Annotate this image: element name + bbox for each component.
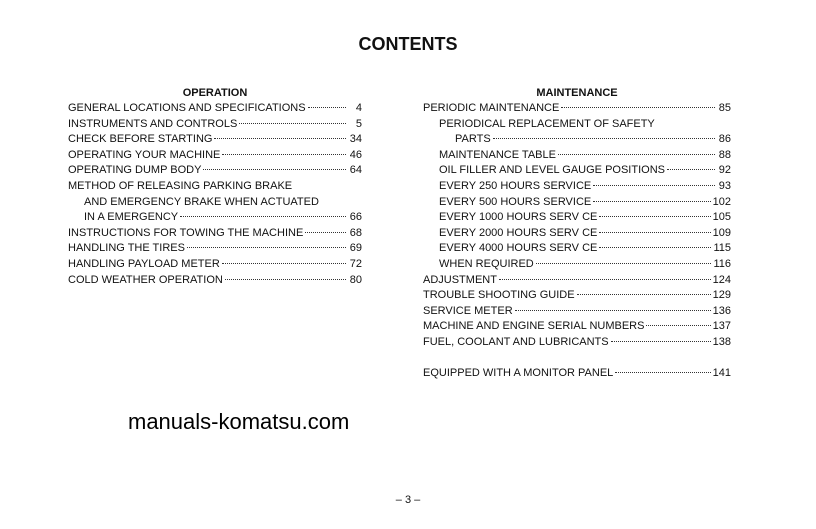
- toc-entry-page: 66: [349, 211, 362, 224]
- operation-section: [68, 86, 362, 288]
- toc-entry[interactable]: [68, 101, 362, 117]
- toc-entry[interactable]: [423, 226, 731, 242]
- dot-leader: [222, 154, 346, 155]
- toc-entry-label: OPERATING DUMP BODY: [68, 164, 202, 177]
- watermark-text: manuals-komatsu.com: [128, 409, 350, 434]
- dot-leader: [203, 169, 346, 170]
- dot-leader: [225, 279, 346, 280]
- toc-entry-page: 109: [712, 226, 731, 239]
- dot-leader: [611, 341, 711, 342]
- toc-entry[interactable]: [423, 273, 731, 289]
- toc-entry[interactable]: [423, 366, 731, 382]
- dot-leader: [561, 107, 715, 108]
- toc-entry[interactable]: [423, 241, 731, 257]
- dot-leader: [615, 372, 710, 373]
- toc-entry[interactable]: [68, 132, 362, 148]
- toc-entry-page: 68: [349, 226, 362, 239]
- toc-entry-label: AND EMERGENCY BRAKE WHEN ACTUATED: [84, 195, 319, 208]
- toc-entry[interactable]: [423, 257, 731, 273]
- toc-entry-page: 64: [349, 164, 362, 177]
- dot-leader: [305, 232, 346, 233]
- maintenance-section: [423, 86, 731, 382]
- toc-entry-label: MAINTENANCE TABLE: [439, 148, 556, 161]
- toc-entry-label: IN A EMERGENCY: [84, 211, 179, 224]
- toc-entry[interactable]: [68, 148, 362, 164]
- toc-entry-page: 34: [349, 133, 362, 146]
- toc-entry-page: 88: [718, 148, 731, 161]
- dot-leader: [493, 138, 715, 139]
- dot-leader: [667, 169, 715, 170]
- dot-leader: [646, 325, 710, 326]
- toc-entry[interactable]: [68, 273, 362, 289]
- toc-entry[interactable]: [423, 148, 731, 164]
- toc-entry-page: 138: [712, 335, 731, 348]
- toc-entry[interactable]: [423, 163, 731, 179]
- toc-entry-label: COLD WEATHER OPERATION: [68, 273, 223, 286]
- dot-leader: [593, 185, 715, 186]
- toc-entry-label: EQUIPPED WITH A MONITOR PANEL: [423, 367, 614, 380]
- toc-entry-label: METHOD OF RELEASING PARKING BRAKE: [68, 179, 293, 192]
- toc-entry-label: FUEL, COOLANT AND LUBRICANTS: [423, 335, 609, 348]
- toc-entry-label: PERIODIC MAINTENANCE: [423, 102, 560, 114]
- toc-entry[interactable]: [423, 304, 731, 320]
- page-number: – 3 –: [395, 494, 421, 506]
- toc-entry-page: 86: [718, 133, 731, 146]
- toc-entry-page: 115: [713, 242, 731, 255]
- toc-entry-label: PERIODICAL REPLACEMENT OF SAFETY: [439, 117, 655, 130]
- toc-entry[interactable]: [68, 257, 362, 273]
- toc-entry-label: INSTRUCTIONS FOR TOWING THE MACHINE: [68, 226, 304, 239]
- toc-entry-label: OIL FILLER AND LEVEL GAUGE POSITIONS: [439, 164, 665, 177]
- toc-entry-page: 93: [718, 179, 731, 192]
- toc-entry-label: WHEN REQUIRED: [439, 257, 534, 270]
- toc-entry-label: OPERATING YOUR MACHINE: [68, 148, 221, 161]
- toc-entry-page: 4: [355, 102, 362, 114]
- toc-entry-label: EVERY 500 HOURS SERVICE: [439, 195, 592, 208]
- toc-entry-page: 92: [718, 164, 731, 177]
- dot-leader: [180, 216, 346, 217]
- toc-entry-label: HANDLING PAYLOAD METER: [68, 257, 220, 270]
- operation-heading: OPERATION: [182, 87, 248, 99]
- toc-entry-label: CHECK BEFORE STARTING: [68, 133, 213, 146]
- toc-entry[interactable]: [423, 288, 731, 304]
- dot-leader: [499, 279, 711, 280]
- toc-entry-label: EVERY 4000 HOURS SERV CE: [439, 242, 598, 255]
- dot-leader: [515, 310, 711, 311]
- dot-leader: [536, 263, 712, 264]
- maintenance-heading: MAINTENANCE: [536, 87, 618, 99]
- toc-entry-page: 46: [349, 148, 362, 161]
- toc-entry-label: INSTRUMENTS AND CONTROLS: [68, 117, 238, 130]
- dot-leader: [214, 138, 346, 139]
- toc-entry-label: HANDLING THE TIRES: [68, 242, 185, 255]
- toc-entry[interactable]: [68, 241, 362, 257]
- toc-entry[interactable]: [423, 117, 731, 133]
- toc-entry-page: 102: [712, 195, 731, 208]
- toc-entry[interactable]: [68, 179, 362, 195]
- operation-toc-list: [68, 101, 362, 288]
- dot-leader: [187, 247, 346, 248]
- toc-entry[interactable]: [423, 179, 731, 195]
- page-title: CONTENTS: [358, 34, 458, 54]
- toc-entry-label: EVERY 250 HOURS SERVICE: [439, 179, 592, 192]
- toc-entry[interactable]: [68, 163, 362, 179]
- dot-leader: [308, 107, 346, 108]
- toc-entry-page: 5: [355, 117, 362, 130]
- toc-entry[interactable]: [423, 195, 731, 211]
- toc-entry-page: 69: [349, 242, 362, 255]
- dot-leader: [222, 263, 346, 264]
- toc-entry[interactable]: [423, 319, 731, 335]
- toc-entry-page: 105: [712, 211, 731, 224]
- toc-entry[interactable]: [423, 101, 731, 117]
- toc-entry-page: 136: [712, 304, 731, 317]
- toc-entry-label: SERVICE METER: [423, 304, 513, 317]
- toc-entry[interactable]: [423, 132, 731, 148]
- maintenance-toc-list: [423, 101, 731, 382]
- toc-entry-label: EVERY 2000 HOURS SERV CE: [439, 226, 598, 239]
- toc-entry-page: 141: [712, 367, 731, 380]
- dot-leader: [239, 123, 346, 124]
- toc-entry[interactable]: [68, 210, 362, 226]
- dot-leader: [599, 232, 710, 233]
- dot-leader: [599, 247, 711, 248]
- toc-entry-page: 72: [349, 257, 362, 270]
- dot-leader: [558, 154, 715, 155]
- dot-leader: [599, 216, 710, 217]
- toc-entry-label: TROUBLE SHOOTING GUIDE: [423, 289, 575, 302]
- toc-entry-label: EVERY 1000 HOURS SERV CE: [439, 211, 598, 224]
- dot-leader: [577, 294, 711, 295]
- toc-entry-page: 85: [718, 102, 731, 114]
- dot-leader: [593, 201, 710, 202]
- toc-entry[interactable]: [68, 226, 362, 242]
- toc-entry-page: 80: [349, 273, 362, 286]
- toc-entry[interactable]: [68, 117, 362, 133]
- toc-entry[interactable]: [423, 335, 731, 351]
- toc-entry-page: 129: [712, 289, 731, 302]
- toc-entry[interactable]: [423, 210, 731, 226]
- toc-entry-label: GENERAL LOCATIONS AND SPECIFICATIONS: [68, 102, 306, 114]
- toc-entry[interactable]: [68, 195, 362, 211]
- toc-entry-page: 137: [712, 320, 731, 333]
- toc-entry-label: MACHINE AND ENGINE SERIAL NUMBERS: [423, 320, 645, 333]
- toc-entry-label: PARTS: [455, 133, 491, 146]
- toc-entry-page: 124: [712, 273, 731, 286]
- toc-entry-page: 116: [713, 257, 731, 270]
- toc-entry-label: ADJUSTMENT: [423, 273, 497, 286]
